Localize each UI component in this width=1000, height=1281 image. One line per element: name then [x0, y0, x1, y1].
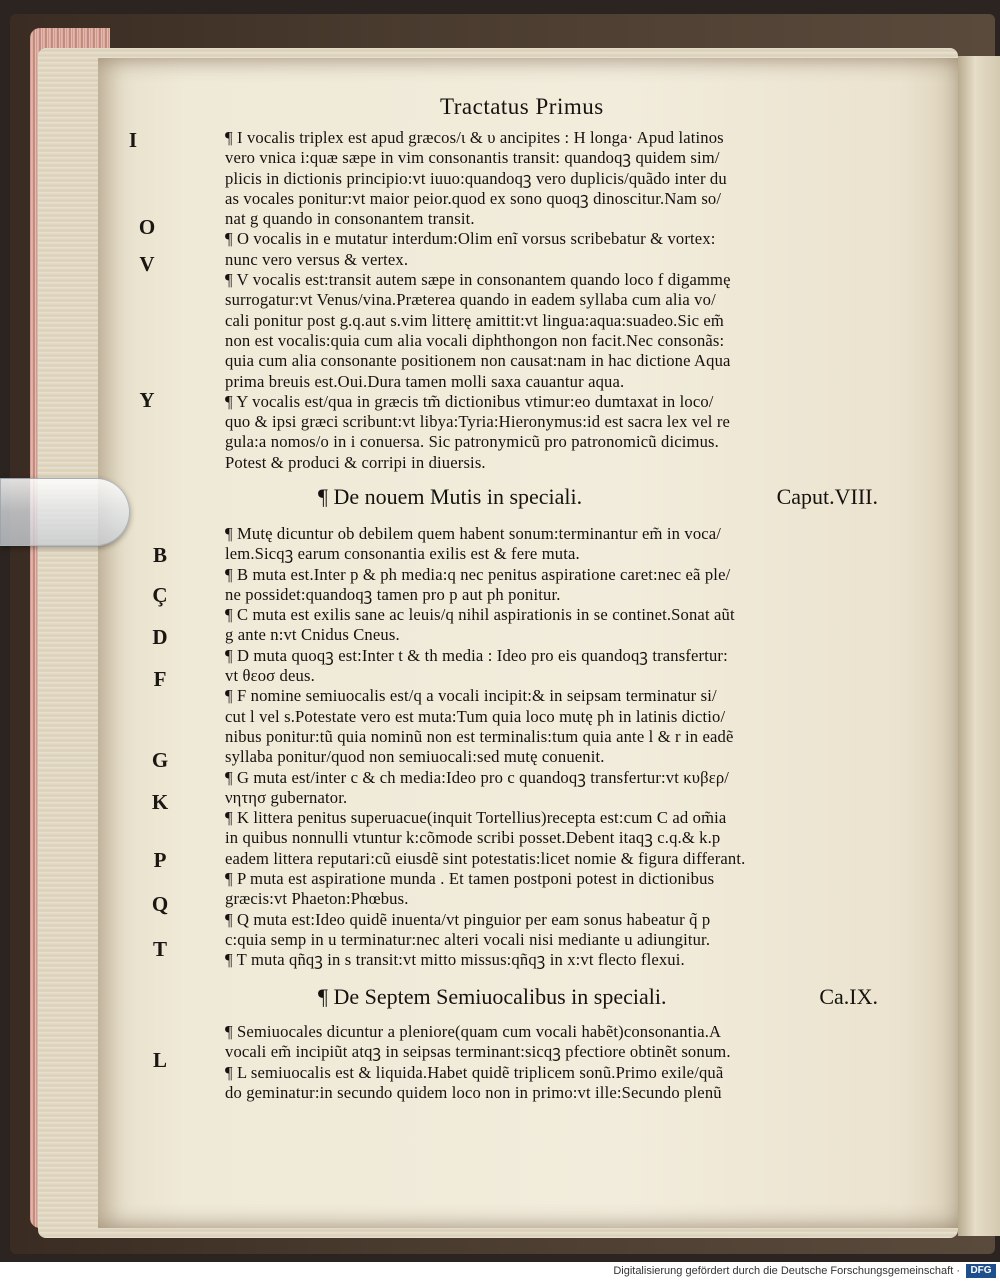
margin-letter-c: Ç	[152, 583, 168, 607]
margin-letter-l: L	[152, 1048, 167, 1072]
text-line: ¶ C muta est exilis sane ac leuis/q nihil aspirationis in se continet.Sonat aũt	[225, 605, 735, 625]
text-line: nat g quando in consonantem transit.	[225, 209, 475, 229]
text-line: as vocales ponitur:vt maior peior.quod ex sono quoqꝫ dinoscitur.Nam so/	[225, 188, 722, 208]
margin-letter-q: Q	[151, 892, 169, 916]
page-holder-strip	[0, 478, 130, 546]
text-line: do geminatur:in secundo quidem loco non in primo:vt ille:Secundo plenũ	[225, 1082, 722, 1102]
text-line: surrogatur:vt Venus/vina.Præterea quando in eadem syllaba cum alia vo/	[225, 290, 716, 310]
text-line: non est vocalis:quia cum alia vocali diphthongon non facit.Nec consonãs:	[225, 330, 725, 350]
text-line: ¶ V vocalis est:transit autem sæpe in consonantem quando loco f digammę	[225, 270, 731, 290]
text-line: ¶ L semiuocalis est & liquida.Habet quidẽ triplicem sonũ.Primo exile/quã	[225, 1062, 724, 1082]
section-semivowels	[225, 1022, 877, 1103]
margin-letter-v: V	[139, 252, 155, 276]
running-head: Tractatus Primus	[440, 94, 604, 119]
text-line: cut l vel s.Potestate vero est muta:Tum quia loco mutę ph in latinis dictio/	[225, 706, 726, 726]
margin-letter-i: I	[128, 128, 138, 152]
dfg-logo: DFG	[966, 1264, 996, 1278]
margin-letter-f: F	[153, 667, 167, 691]
margin-letter-y: Y	[139, 388, 155, 412]
text-line: Potest & produci & corripi in diuersis.	[225, 452, 486, 472]
text-line: ne possidet:quandoqꝫ tamen pro p aut ph ponitur.	[225, 584, 561, 604]
text-line: syllaba ponitur/quod non semiuocali:sed mutę conuenit.	[225, 747, 605, 767]
text-line: ¶ T muta qñqꝫ in s transit:vt mitto missus:qñqꝫ in x:vt flecto flexui.	[225, 950, 685, 970]
heading-mutis-chapter: Caput.VIII.	[776, 484, 878, 509]
margin-letter-t: T	[152, 937, 167, 961]
text-line: ¶ F nomine semiuocalis est/q a vocali incipit:& in seipsam terminatur si/	[225, 686, 717, 706]
section-vowels	[225, 128, 877, 473]
text-line: g ante n:vt Cnidus Cneus.	[225, 625, 400, 645]
text-line: νητησ gubernator.	[225, 787, 348, 807]
text-line: c:quia semp in u terminatur:nec alteri vocali nisi mediante u adiungitur.	[225, 929, 711, 949]
facing-page-edge	[958, 56, 1000, 1236]
text-line: ¶ K littera penitus superuacue(inquit Tortellius)recepta est:cum C ad om̃ia	[225, 808, 727, 828]
text-line: nibus ponitur:tũ quia nominũ non est terminalis:tum quia ante l & r in eadẽ	[225, 726, 734, 746]
heading-mutis	[318, 484, 878, 512]
text-line: plicis in dictionis principio:vt iuuo:quandoqꝫ vero duplicis/quãdo inter du	[225, 168, 727, 188]
text-line: quo & ipsi græci scribunt:vt libya:Tyria:Hieronymus:id est sacra lex vel re	[225, 412, 731, 432]
text-line: ¶ G muta est/inter c & ch media:Ideo pro c quandoqꝫ transfertur:vt κυβερ/	[225, 767, 730, 787]
margin-letter-k: K	[151, 790, 169, 814]
text-line: quia cum alia consonante positionem non causat:nam in hac dictione Aqua	[225, 351, 731, 371]
margin-letter-d: D	[152, 625, 168, 649]
text-line: vocali em̃ incipiũt atqꝫ in seipsas terminant:sicqꝫ pfectiore obtinẽt sonum.	[225, 1042, 731, 1062]
section-mutes	[225, 524, 877, 971]
text-line: lem.Sicqꝫ earum consonantia exilis est & fere muta.	[225, 544, 580, 564]
text-line: ¶ Y vocalis est/qua in græcis tm̃ dictionibus vtimur:eo dumtaxat in loco/	[225, 391, 714, 411]
text-line: ¶ Semiuocales dicuntur a pleniore(quam cum vocali habẽt)consonantia.A	[225, 1022, 722, 1041]
margin-letter-p: P	[153, 848, 167, 872]
heading-mutis-title: ¶ De nouem Mutis in speciali.	[318, 484, 583, 509]
margin-letter-g: G	[151, 748, 169, 772]
text-line: ¶ I vocalis triplex est apud græcos/ι & υ ancipites : H longa· Apud latinos	[225, 128, 724, 147]
text-line: cali ponitur post g.q.aut s.vim litterę amittit:vt lingua:aqua:suadeo.Sic em̃	[225, 310, 724, 330]
heading-semiuocalibus	[318, 984, 878, 1012]
text-line: vt θεοσ deus.	[225, 666, 315, 686]
text-line: ¶ P muta est aspiratione munda . Et tamen postponi potest in dictionibus	[225, 869, 715, 889]
text-line: ¶ Mutę dicuntur ob debilem quem habent sonum:terminantur em̃ in voca/	[225, 524, 722, 543]
text-line: ¶ D muta quoqꝫ est:Inter t & th media : Ideo pro eis quandoqꝫ transfertur:	[225, 645, 728, 665]
digitization-footer	[0, 1262, 1000, 1281]
heading-semiuocalibus-title: ¶ De Septem Semiuocalibus in speciali.	[318, 984, 667, 1009]
text-line: eadem littera reputari:cũ eiusdẽ sint potestatis:licet nomie & figura differant.	[225, 848, 746, 868]
margin-letter-b: B	[152, 543, 167, 567]
heading-semiuocalibus-chapter: Ca.IX.	[819, 984, 878, 1009]
text-line: vero vnica i:quæ sæpe in vim consonantis transit: quandoqꝫ quidem sim/	[225, 148, 720, 168]
text-line: in quibus nonnulli vtuntur k:cõmode scribi posset.Debent itaqꝫ c.q.& k.p	[225, 828, 721, 848]
text-line: ¶ Q muta est:Ideo quidẽ inuenta/vt pinguior per eam sonus habeatur q̃ p	[225, 909, 711, 929]
footer-credit: Digitalisierung gefördert durch die Deutsche Forschungsgemeinschaft ·	[613, 1265, 960, 1277]
text-line: nunc vero versus & vertex.	[225, 249, 409, 269]
margin-letter-o: O	[138, 215, 156, 239]
text-line: prima breuis est.Oui.Dura tamen molli saxa cauantur aqua.	[225, 371, 625, 391]
text-line: ¶ B muta est.Inter p & ph media:q nec penitus aspiratione caret:nec eã ple/	[225, 564, 731, 584]
text-line: ¶ O vocalis in e mutatur interdum:Olim enĩ vorsus scribebatur & vortex:	[225, 229, 716, 249]
text-line: gula:a nomos/o in i conuersa. Sic patronymicũ pro patronomicũ dicimus.	[225, 432, 719, 452]
text-line: græcis:vt Phaeton:Phœbus.	[225, 889, 409, 909]
